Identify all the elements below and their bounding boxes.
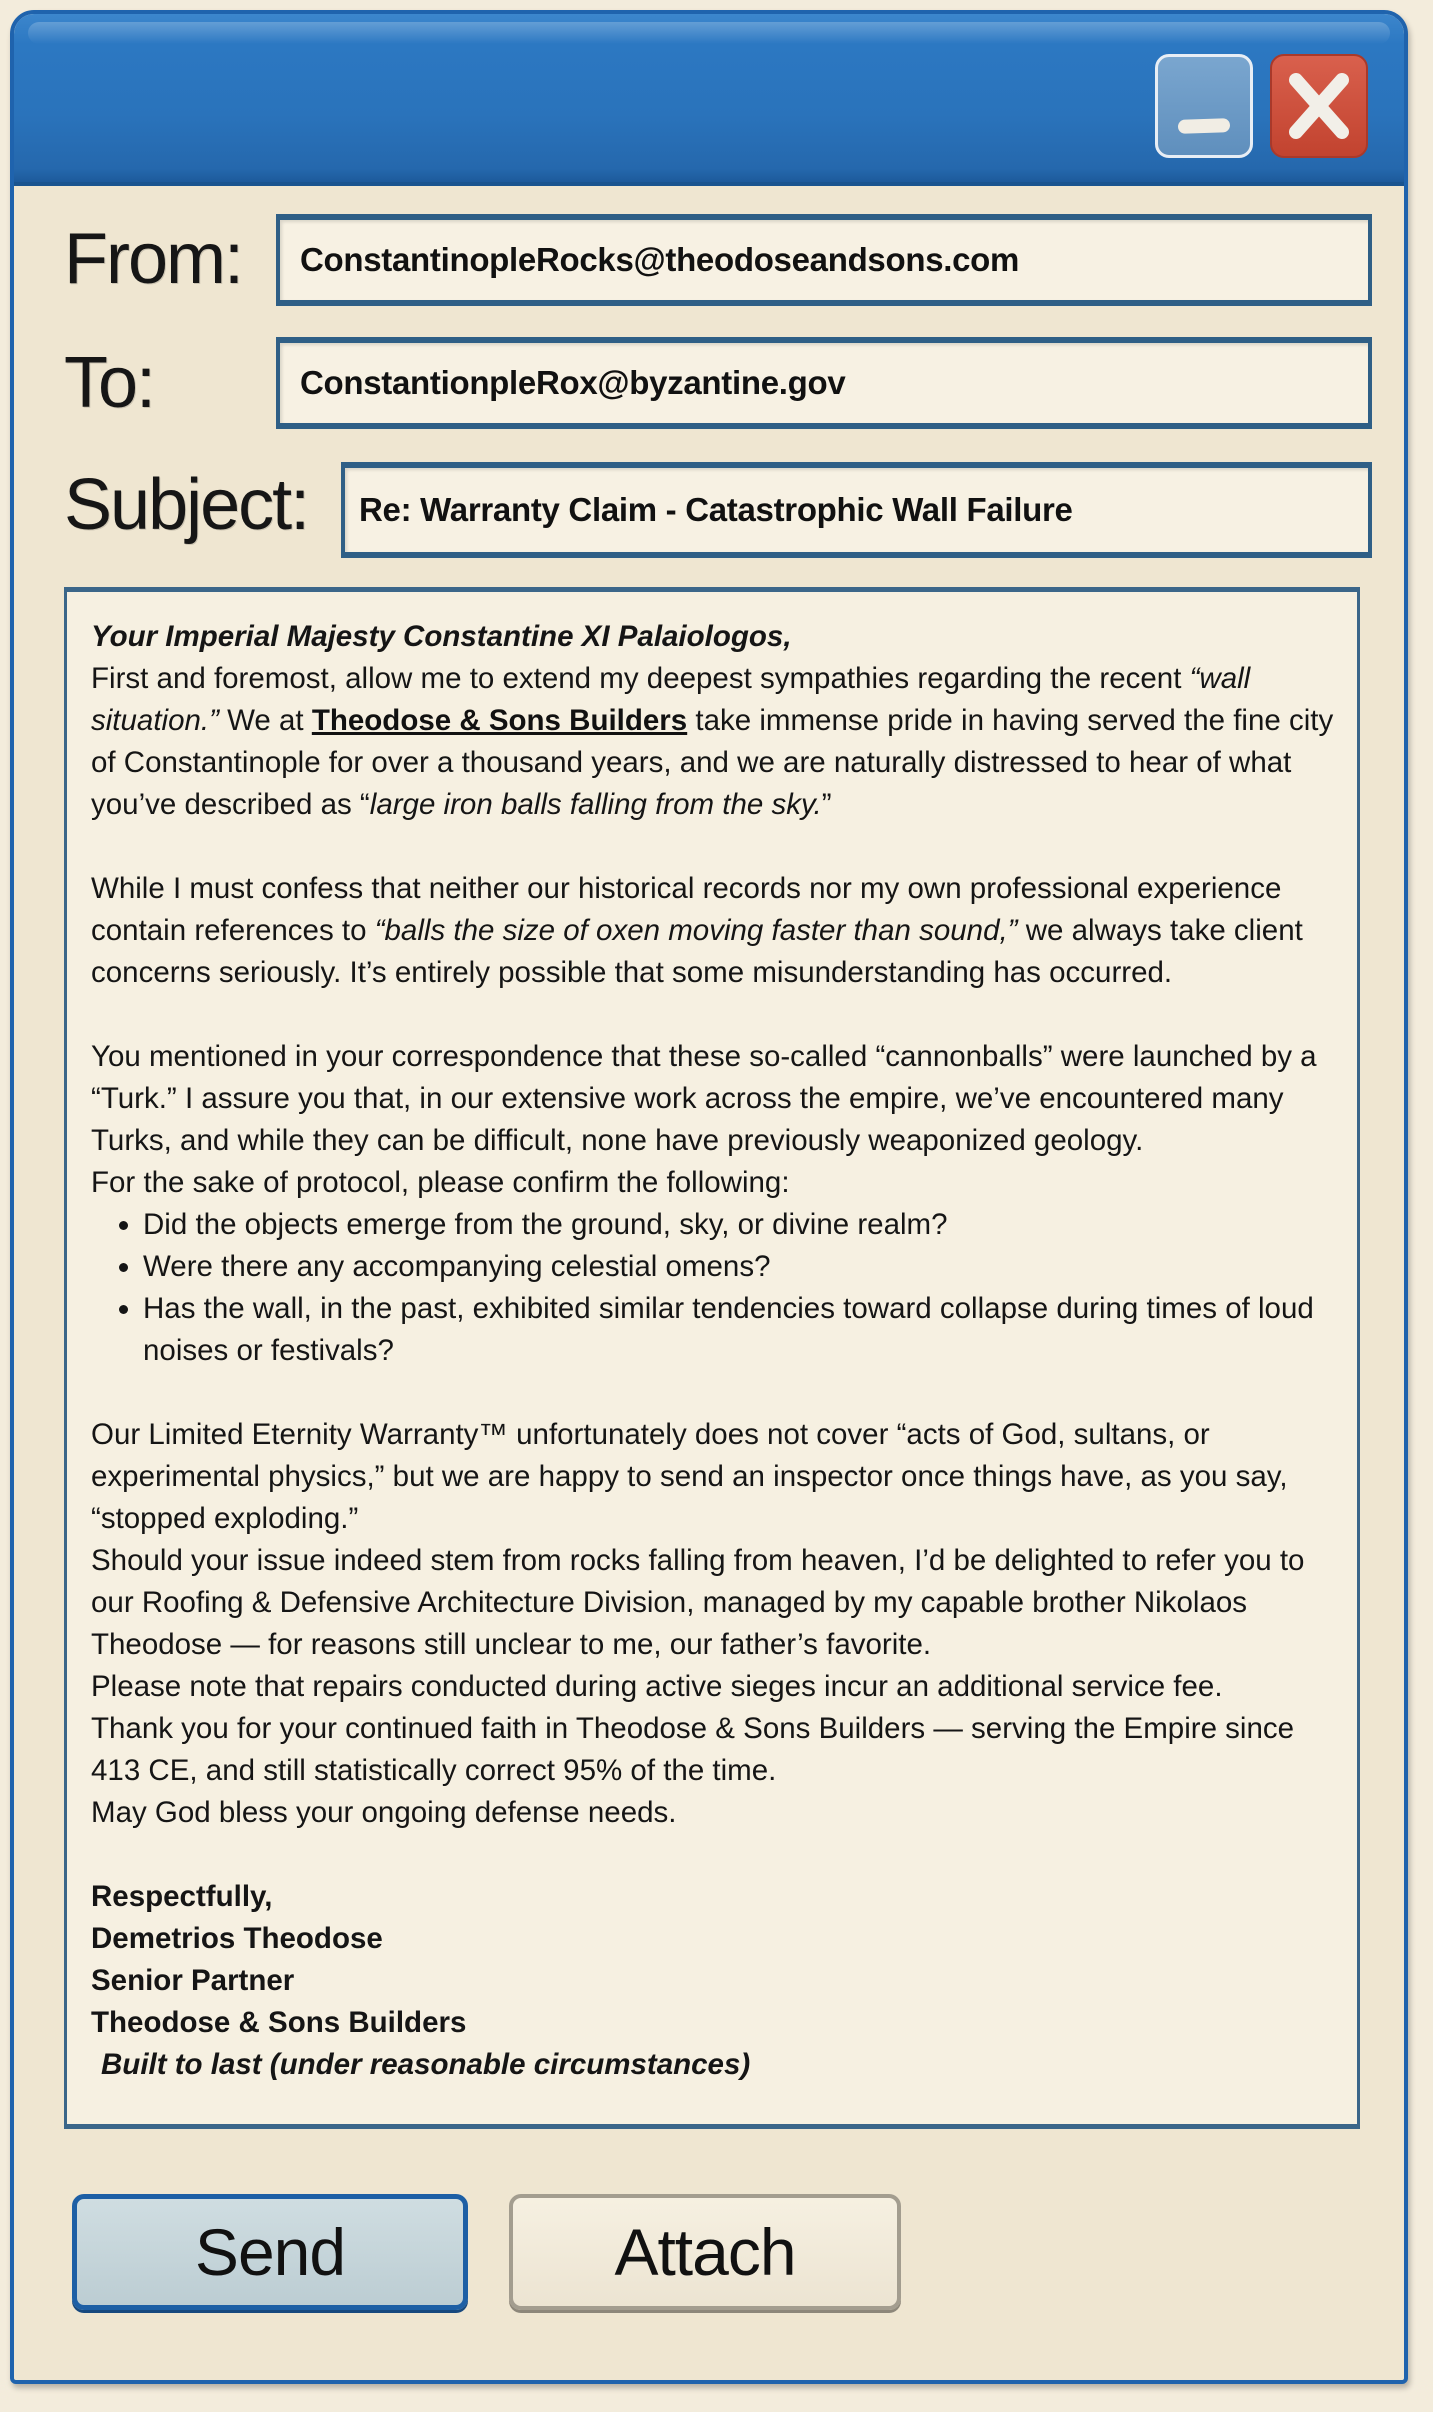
signature-title: Senior Partner — [91, 1964, 295, 1997]
paragraph-9: May God bless your ongoing defense needs. — [91, 1796, 677, 1829]
signature — [91, 1876, 1335, 2086]
minimize-icon — [1178, 118, 1230, 134]
p1-quote: “wall situation.” — [91, 662, 1251, 737]
list-item: • Did the objects emerge from the ground, sky, or divine realm? — [143, 1204, 1335, 1246]
list-item: • Has the wall, in the past, exhibited similar tendencies toward collapse during times of loud noises or festivals? — [143, 1288, 1335, 1372]
spacer — [91, 994, 1335, 1036]
close-button[interactable] — [1270, 54, 1368, 158]
questions-list — [91, 1204, 1335, 1372]
attach-button[interactable]: Attach — [509, 2194, 901, 2310]
spacer — [91, 826, 1335, 868]
p1-text: First and foremost, allow me to extend my deepest sympathies regarding the recent — [91, 662, 1190, 695]
subject-field[interactable]: Re: Warranty Claim - Catastrophic Wall Failure — [341, 462, 1372, 558]
p1-text: take immense pride in having served the fine city of Constantinople for over a thousand years, and we are naturally distressed to hear of what you’ve described as “ — [91, 704, 1334, 821]
minimize-button[interactable] — [1155, 54, 1253, 158]
company-link[interactable]: Theodose & Sons Builders — [311, 704, 688, 737]
paragraph-3: You mentioned in your correspondence that these so-called “cannonballs” were launched by a “Turk.” I assure you that, in our extensive work across the empire, we’ve encountered many Turks, and while they can be difficult, none have previously weaponized geology. — [91, 1040, 1317, 1157]
paragraph-8: Thank you for your continued faith in Theodose & Sons Builders — serving the Empire since 413 CE, and still statistically correct 95% of the time. — [91, 1712, 1295, 1787]
signature-closing: Respectfully, — [91, 1880, 273, 1913]
signature-name: Demetrios Theodose — [91, 1922, 383, 1955]
p1-text: ” — [821, 788, 832, 821]
message-body[interactable] — [64, 587, 1360, 2129]
from-label: From: — [64, 219, 242, 299]
signature-company: Theodose & Sons Builders — [91, 2006, 467, 2039]
subject-label: Subject: — [64, 465, 309, 545]
send-button[interactable]: Send — [72, 2194, 468, 2310]
paragraph-5: Our Limited Eternity Warranty™ unfortunately does not cover “acts of God, sultans, or experimental physics,” but we are happy to send an inspector once things have, as you say, “stopped exploding.” — [91, 1418, 1288, 1535]
p2-quote: “balls the size of oxen moving faster than sound,” — [374, 914, 1018, 947]
close-x-icon — [1272, 56, 1366, 156]
p1-quote: large iron balls falling from the sky. — [369, 788, 822, 821]
from-field[interactable]: ConstantinopleRocks@theodoseandsons.com — [276, 214, 1372, 306]
spacer — [91, 1372, 1335, 1414]
to-label: To: — [64, 343, 155, 423]
title-bar[interactable] — [14, 14, 1404, 186]
paragraph-6: Should your issue indeed stem from rocks falling from heaven, I’d be delighted to refer you to our Roofing & Defensive Architecture Division, managed by my capable brother Nikolaos Theodose — for reasons still unclear to me, our father’s favorite. — [91, 1544, 1305, 1661]
to-field[interactable]: ConstantionpleRox@byzantine.gov — [276, 337, 1372, 429]
p2-text: we always take client concerns seriously. It’s entirely possible that some misunderstanding has occurred. — [91, 914, 1303, 989]
signature-tagline: Built to last (under reasonable circumstances) — [101, 2048, 751, 2081]
paragraph-1 — [91, 658, 1335, 826]
salutation: Your Imperial Majesty Constantine XI Palaiologos, — [91, 620, 792, 653]
p1-text: We at — [218, 704, 312, 737]
paragraph-4: For the sake of protocol, please confirm the following: — [91, 1166, 790, 1199]
p2-text: While I must confess that neither our historical records nor my own professional experience contain references to — [91, 872, 1282, 947]
list-item: • Were there any accompanying celestial omens? — [143, 1246, 1335, 1288]
paragraph-2 — [91, 868, 1335, 994]
email-compose-window — [10, 10, 1408, 2384]
paragraph-7: Please note that repairs conducted during active sieges incur an additional service fee. — [91, 1670, 1223, 1703]
spacer — [91, 1834, 1335, 1876]
